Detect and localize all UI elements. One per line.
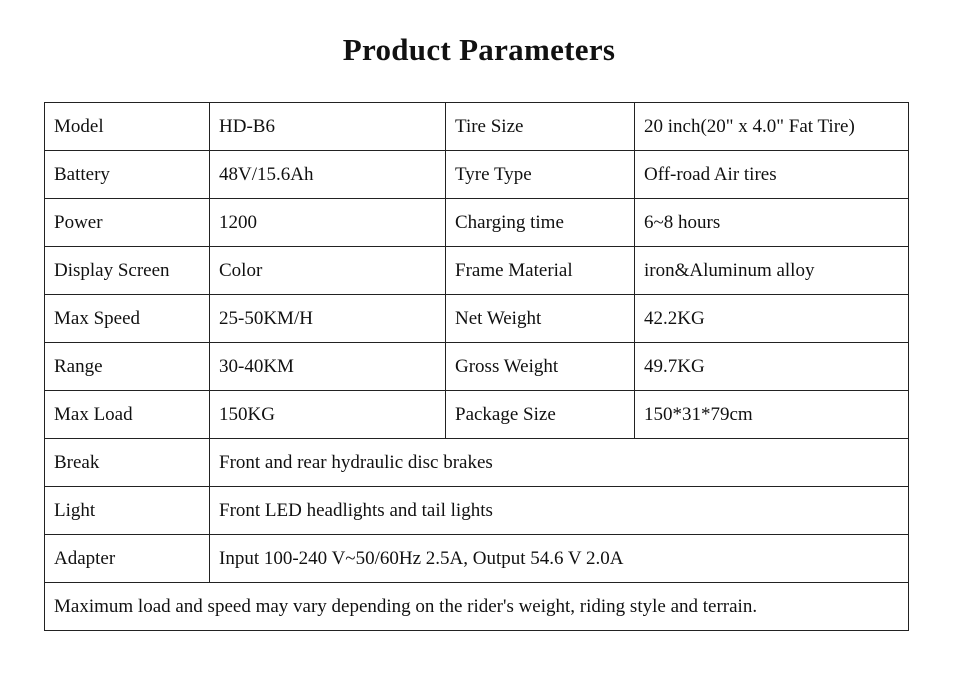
param-value: 150KG — [210, 391, 446, 439]
param-value: 20 inch(20" x 4.0" Fat Tire) — [635, 103, 909, 151]
table-row — [45, 295, 909, 343]
param-value: Color — [210, 247, 446, 295]
param-label: Display Screen — [45, 247, 210, 295]
param-label: Max Speed — [45, 295, 210, 343]
table-row — [45, 439, 909, 487]
param-value: 1200 — [210, 199, 446, 247]
param-label: Tire Size — [446, 103, 635, 151]
table-row — [45, 391, 909, 439]
param-value: 6~8 hours — [635, 199, 909, 247]
param-label: Model — [45, 103, 210, 151]
table-row — [45, 343, 909, 391]
param-value: 49.7KG — [635, 343, 909, 391]
param-value: 42.2KG — [635, 295, 909, 343]
param-label: Package Size — [446, 391, 635, 439]
param-label: Frame Material — [446, 247, 635, 295]
param-value: 30-40KM — [210, 343, 446, 391]
table-row — [45, 199, 909, 247]
param-value: 150*31*79cm — [635, 391, 909, 439]
param-value: 48V/15.6Ah — [210, 151, 446, 199]
product-parameters-table — [44, 102, 909, 631]
table-row — [45, 583, 909, 631]
param-label: Light — [45, 487, 210, 535]
table-row — [45, 487, 909, 535]
table-row — [45, 103, 909, 151]
param-value: Front and rear hydraulic disc brakes — [210, 439, 909, 487]
param-label: Charging time — [446, 199, 635, 247]
param-label: Range — [45, 343, 210, 391]
param-value: Input 100-240 V~50/60Hz 2.5A, Output 54.6 V 2.0A — [210, 535, 909, 583]
param-value: iron&Aluminum alloy — [635, 247, 909, 295]
param-label: Tyre Type — [446, 151, 635, 199]
table-row — [45, 535, 909, 583]
table-row — [45, 151, 909, 199]
param-label: Break — [45, 439, 210, 487]
footnote: Maximum load and speed may vary depending on the rider's weight, riding style and terrain. — [45, 583, 909, 631]
param-value: HD-B6 — [210, 103, 446, 151]
param-label: Net Weight — [446, 295, 635, 343]
table-row — [45, 247, 909, 295]
param-label: Battery — [45, 151, 210, 199]
param-value: Off-road Air tires — [635, 151, 909, 199]
param-value: 25-50KM/H — [210, 295, 446, 343]
param-label: Gross Weight — [446, 343, 635, 391]
page-title: Product Parameters — [342, 32, 616, 67]
param-label: Max Load — [45, 391, 210, 439]
param-label: Power — [45, 199, 210, 247]
param-value: Front LED headlights and tail lights — [210, 487, 909, 535]
param-label: Adapter — [45, 535, 210, 583]
